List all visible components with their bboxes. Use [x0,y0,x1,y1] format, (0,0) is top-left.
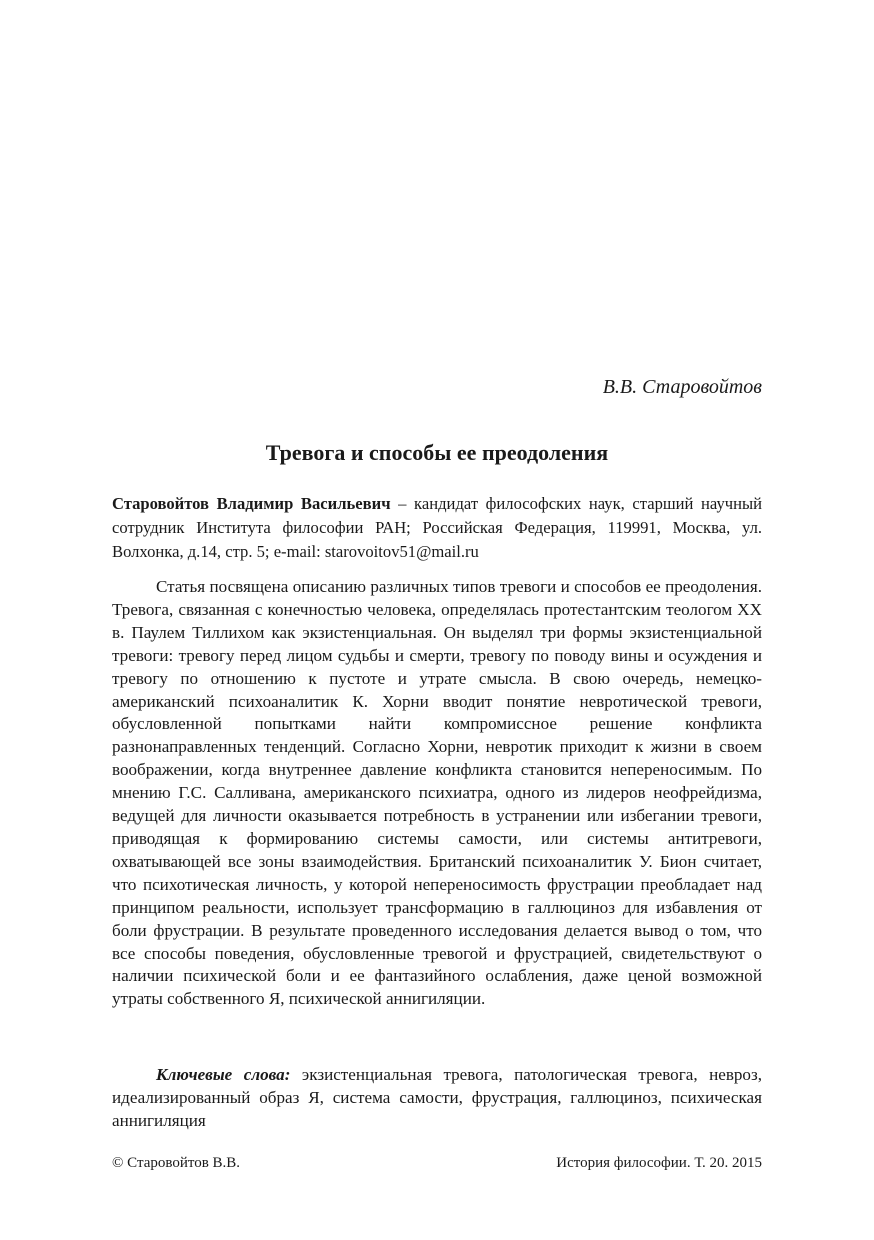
abstract-paragraph: Статья посвящена описанию различных типов тревоги и способов ее преодоления. Тревога, связанная с конечностью человека, определялась протестантским теологом XX в. Паулем Тиллихом как экзистенциальная. Он выделял три формы экзистенциальной тревоги: тревогу перед лицом судьбы и смерти, тревогу по поводу вины и осуждения и тревогу по отношению к пустоте и утрате смысла. В свою очередь, немецко-американский психоаналитик К. Хорни вводит понятие невротической тревоги, обусловленной попытками найти компромиссное решение конфликта разнонаправленных тенденций. Согласно Хорни, невротик приходит к жизни в своем воображении, когда внутреннее давление конфликта становится непереносимым. По мнению Г.С. Салливана, американского психиатра, одного из лидеров неофрейдизма, ведущей для личности оказывается потребность в устранении или избегании тревоги, приводящая к формированию системы самости, или системы антитревоги, охватывающей все зоны взаимодействия. Британский психоаналитик У. Бион считает, что психотическая личность, у которой непереносимость фрустрации преобладает над принципом реальности, использует трансформацию в галлюциноз для избавления от боли фрустрации. В результате проведенного исследования делается вывод о том, что все способы поведения, обусловленные тревогой и фрустрацией, свидетельствуют о наличии психической боли и ее фантазийного ослабления, даже ценой возможной утраты собственного Я, психической аннигиляции. [112,577,762,1009]
page [112,0,762,1240]
copyright-notice: © Старовойтов В.В. [112,1155,241,1171]
article-title: Тревога и способы ее преодоления [265,440,609,465]
keywords-list: экзистенциальная тревога, патологическая тревога, невроз, идеализированный образ Я, система самости, фрустрация, галлюциноз, психическая аннигиляция [112,1065,763,1130]
keywords-paragraph [112,1064,762,1133]
author-header: В.В. Старовойтов [602,376,762,398]
journal-reference: История философии. Т. 20. 2015 [556,1155,762,1171]
author-details: – кандидат философских наук, старший научный сотрудник Института философии РАН; Российская Федерация, 119991, Москва, ул. Волхонка, д.14, стр. 5; e-mail: starovoitov51@mail.ru [112,494,762,561]
keywords-label: Ключевые слова: [156,1065,291,1084]
author-info [112,492,762,564]
author-name: Старовойтов Владимир Васильевич [112,494,391,513]
